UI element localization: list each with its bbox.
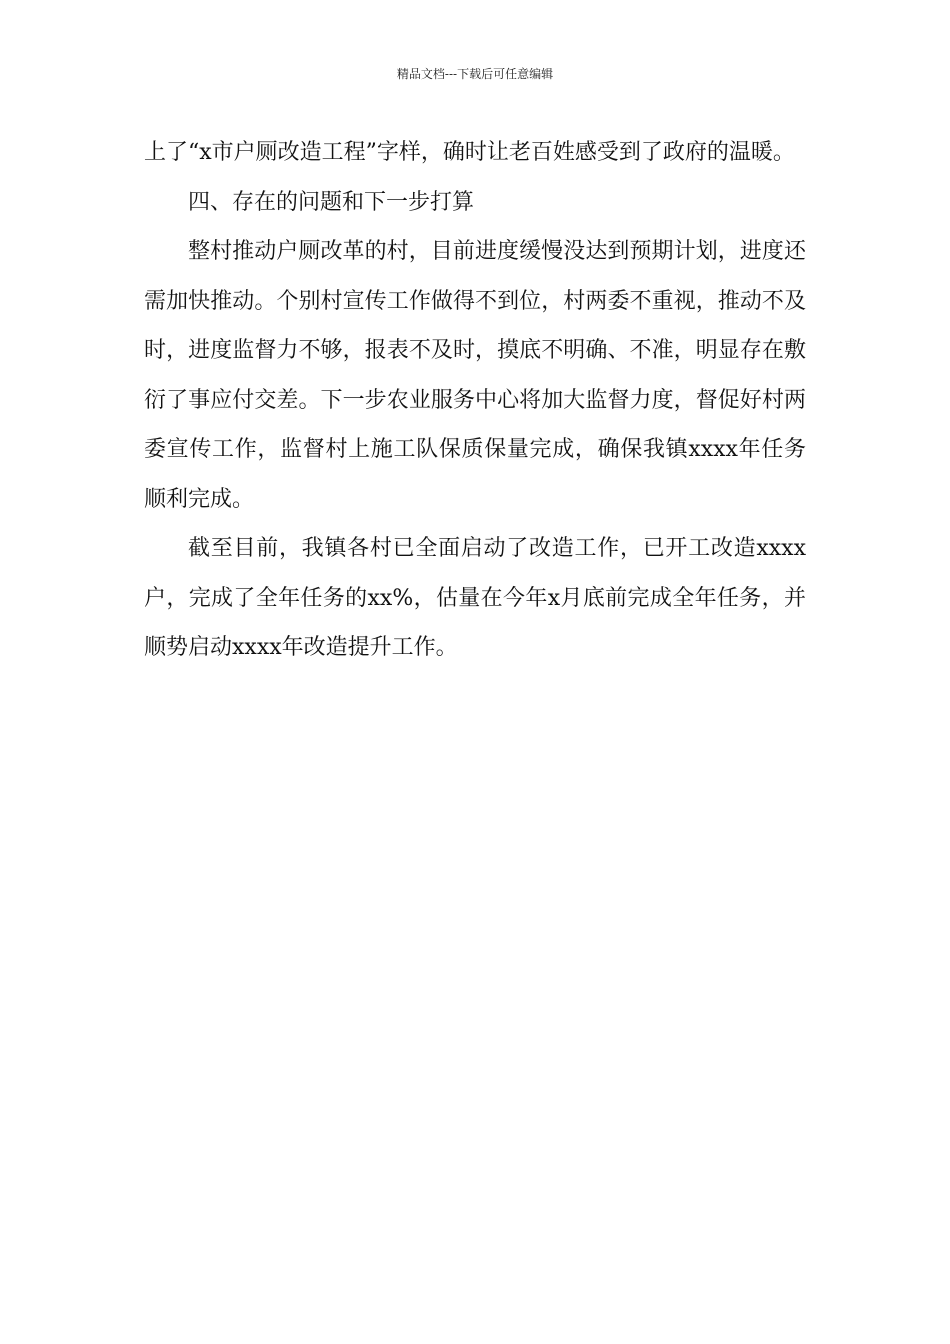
paragraph-problems: 整村推动户厕改革的村，目前进度缓慢没达到预期计划，进度还需加快推动。个别村宣传工作做得不到位，村两委不重视，推动不及时，进度监督力不够，报表不及时，摸底不明确、不准，明显存在敷衍了事应付交差。下一步农业服务中心将加大监督力度，督促好村两委宣传工作，监督村上施工队保质保量完成，确保我镇xxxx年任务顺利完成。 xyxy=(144,239,806,512)
paragraph-progress: 截至目前，我镇各村已全面启动了改造工作，已开工改造xxxx户，完成了全年任务的xx%，估量在今年x月底前完成全年任务，并顺势启动xxxx年改造提升工作。 xyxy=(144,536,806,660)
page-header: 精品文档---下载后可任意编辑 xyxy=(396,67,554,81)
paragraph-continuation: 上了“x市户厕改造工程”字样，确时让老百姓感受到了政府的温暖。 xyxy=(144,140,795,165)
section-heading: 四、存在的问题和下一步打算 xyxy=(188,189,475,215)
document-body xyxy=(144,128,806,673)
